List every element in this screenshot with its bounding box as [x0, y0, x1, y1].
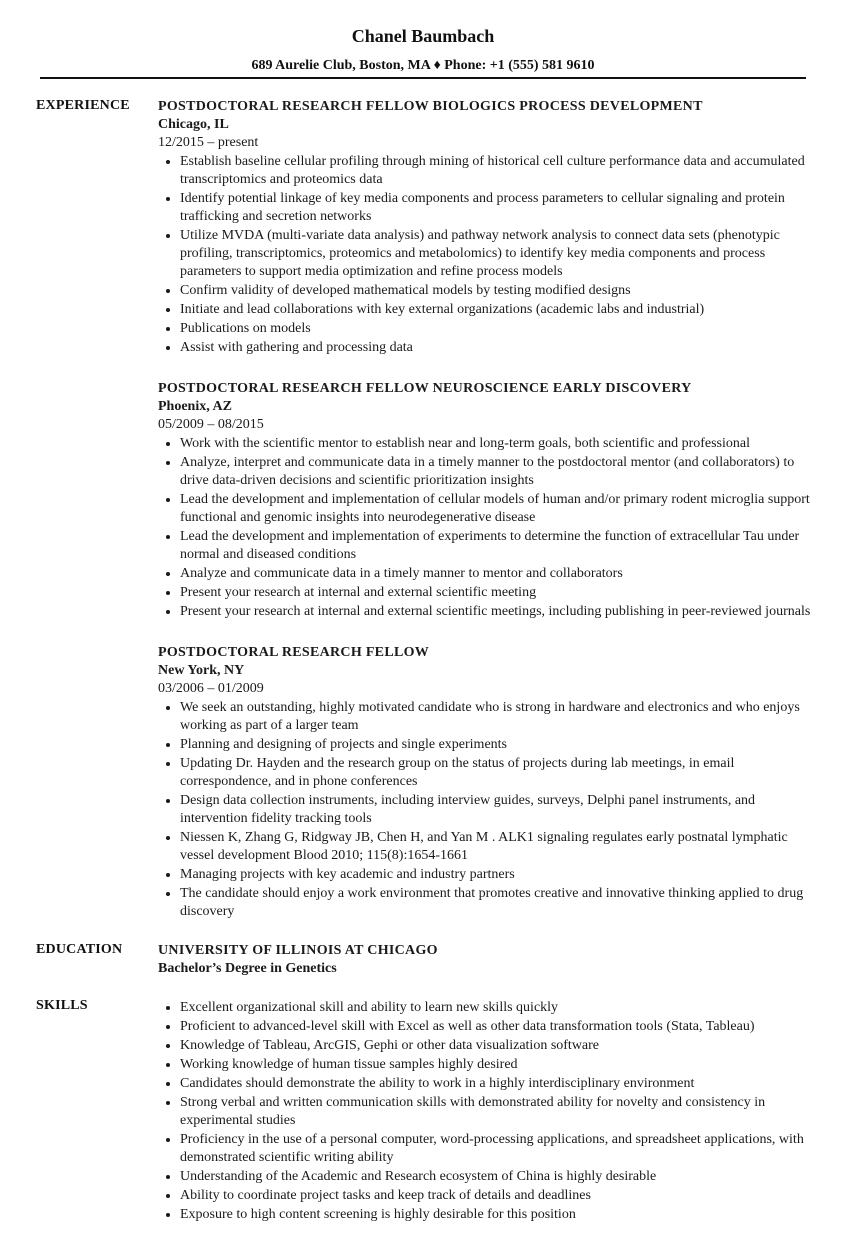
list-item: • Excellent organizational skill and ability to learn new skills quickly — [180, 998, 818, 1017]
job-bullets — [158, 434, 818, 621]
job-dates: 12/2015 – present — [158, 135, 259, 150]
list-item: • Strong verbal and written communication skills with demonstrated ability for novelty and consistency in experimental studies — [180, 1093, 818, 1130]
list-item: • Present your research at internal and external scientific meetings, including publishing in peer-reviewed journals — [180, 602, 818, 621]
job-location: Chicago, IL — [158, 117, 229, 132]
list-item: • Exposure to high content screening is highly desirable for this position — [180, 1205, 818, 1224]
job-bullets — [158, 152, 818, 357]
list-item: • Present your research at internal and external scientific meeting — [180, 583, 818, 602]
list-item: • Initiate and lead collaborations with key external organizations (academic labs and industrial) — [180, 300, 818, 319]
job-dates: 05/2009 – 08/2015 — [158, 417, 264, 432]
header-divider — [40, 77, 806, 79]
list-item: • Lead the development and implementation of cellular models of human and/or primary rodent microglia support functional and genomic insights into neurodegenerative disease — [180, 490, 818, 527]
job-entry — [158, 380, 818, 621]
degree: Bachelor’s Degree in Genetics — [158, 961, 337, 976]
contact-line: 689 Aurelie Club, Boston, MA ♦ Phone: +1 (555) 581 9610 — [251, 58, 595, 73]
list-item: • Candidates should demonstrate the ability to work in a highly interdisciplinary environment — [180, 1074, 818, 1093]
list-item: • Design data collection instruments, including interview guides, surveys, Delphi panel instruments, and intervention fidelity tracking tools — [180, 791, 818, 828]
list-item: • Identify potential linkage of key media components and process parameters to cellular signaling and protein trafficking and secretion networks — [180, 189, 818, 226]
list-item: • Understanding of the Academic and Research ecosystem of China is highly desirable — [180, 1167, 818, 1186]
skills-list — [158, 998, 818, 1224]
list-item: • Establish baseline cellular profiling through mining of historical cell culture performance data and accumulated transcriptomics and proteomics data — [180, 152, 818, 189]
list-item: • Analyze, interpret and communicate data in a timely manner to the postdoctoral mentor (and collaborators) to drive data-driven decisions and scientific prioritization insights — [180, 453, 818, 490]
school-name: UNIVERSITY OF ILLINOIS AT CHICAGO — [158, 943, 438, 958]
list-item: • Ability to coordinate project tasks and keep track of details and deadlines — [180, 1186, 818, 1205]
job-entry — [158, 644, 818, 921]
job-bullets — [158, 698, 818, 921]
list-item: • Managing projects with key academic and industry partners — [180, 865, 818, 884]
list-item: • We seek an outstanding, highly motivated candidate who is strong in hardware and electronics and who enjoys working as part of a larger team — [180, 698, 818, 735]
job-title: POSTDOCTORAL RESEARCH FELLOW BIOLOGICS PROCESS DEVELOPMENT — [158, 99, 703, 114]
list-item: • Lead the development and implementation of experiments to determine the function of extracellular Tau under normal and diseased conditions — [180, 527, 818, 564]
list-item: • Publications on models — [180, 319, 818, 338]
section-label-experience: EXPERIENCE — [36, 98, 130, 113]
section-label-skills: SKILLS — [36, 998, 88, 1013]
list-item: • Analyze and communicate data in a timely manner to mentor and collaborators — [180, 564, 818, 583]
list-item: • Niessen K, Zhang G, Ridgway JB, Chen H, and Yan M . ALK1 signaling regulates early postnatal lymphatic vessel development Blood 2010; 115(8):1654-1661 — [180, 828, 818, 865]
list-item: • The candidate should enjoy a work environment that promotes creative and innovative thinking applied to drug discovery — [180, 884, 818, 921]
list-item: • Proficient to advanced-level skill with Excel as well as other data transformation tools (Stata, Tableau) — [180, 1017, 818, 1036]
job-title: POSTDOCTORAL RESEARCH FELLOW NEUROSCIENCE EARLY DISCOVERY — [158, 381, 692, 396]
experience-section — [158, 98, 818, 944]
candidate-name: Chanel Baumbach — [351, 26, 495, 46]
job-location: New York, NY — [158, 663, 245, 678]
job-location: Phoenix, AZ — [158, 399, 232, 414]
list-item: • Proficiency in the use of a personal computer, word-processing applications, and spreadsheet applications, with demonstrated scientific writing ability — [180, 1130, 818, 1167]
list-item: • Working knowledge of human tissue samples highly desired — [180, 1055, 818, 1074]
list-item: • Knowledge of Tableau, ArcGIS, Gephi or other data visualization software — [180, 1036, 818, 1055]
list-item: • Planning and designing of projects and single experiments — [180, 735, 818, 754]
job-title: POSTDOCTORAL RESEARCH FELLOW — [158, 645, 430, 660]
list-item: • Work with the scientific mentor to establish near and long-term goals, both scientific and professional — [180, 434, 818, 453]
skills-section — [158, 998, 818, 1224]
list-item: • Updating Dr. Hayden and the research group on the status of projects during lab meetings, in email correspondence, and in phone conferences — [180, 754, 818, 791]
list-item: • Utilize MVDA (multi-variate data analysis) and pathway network analysis to connect data sets (phenotypic profiling, transcriptomics, proteomics and metabolomics) to identify key media components and process parameters to support media optimization and refine process models — [180, 226, 818, 281]
section-label-education: EDUCATION — [36, 942, 123, 957]
list-item: • Assist with gathering and processing data — [180, 338, 818, 357]
list-item: • Confirm validity of developed mathematical models by testing modified designs — [180, 281, 818, 300]
job-dates: 03/2006 – 01/2009 — [158, 681, 264, 696]
education-section — [158, 942, 818, 978]
job-entry — [158, 98, 818, 357]
